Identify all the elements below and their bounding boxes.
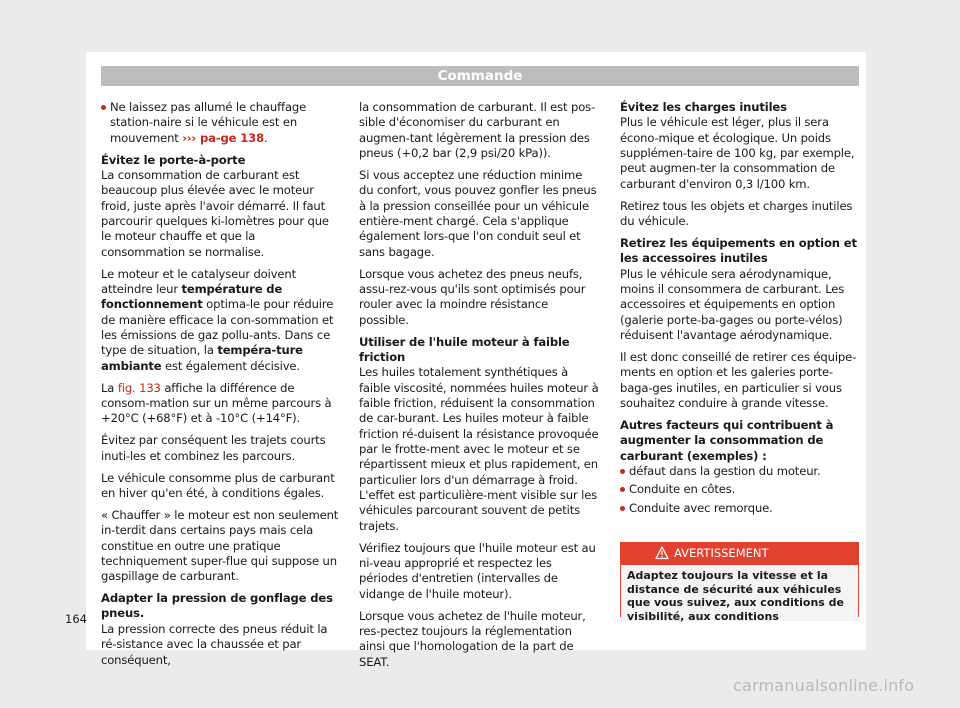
paragraph: Lorsque vous achetez de l'huile moteur, res-pectez toujours la réglementation ainsi que l'homologation de la part de SEAT. [359, 608, 586, 669]
section-heading: Adapter la pression de gonflage des pneus. [101, 591, 333, 621]
figure-link[interactable]: fig. 133 [117, 380, 161, 395]
section-heading: Retirez les équipements en option et les accessoires inutiles [620, 235, 857, 266]
list-item: Ne laissez pas allumé le chauffage station-naire si le véhicule est en mouvement ››› pa-ge 138. [101, 100, 339, 146]
page-number: 164 [65, 612, 87, 626]
paragraph: La consommation de carburant est beaucoup plus élevée avec le moteur froid, juste après l'avoir démarré. Il faut parcourir quelques ki-lomètres pour que le moteur chauffe et que la consommation se normalise. [101, 167, 329, 259]
section-heading: Autres facteurs qui contribuent à augmenter la consommation de carburant (exemples) : [620, 417, 834, 463]
section-heading: Évitez les charges inutiles [620, 100, 787, 114]
paragraph: Vérifiez toujours que l'huile moteur est au ni-veau approprié et respectez les périodes d'entretien (intervalles de vidange de l'huile moteur). [359, 540, 596, 601]
paragraph: « Chauffer » le moteur est non seulement in-terdit dans certains pays mais cela constitue en outre une pratique techniquement super-flue qui suppose un gaspillage de carburant. [101, 507, 339, 584]
paragraph: Il est donc conseillé de retirer ces équipe-ments en option et les galeries porte-baga-ges inutiles, en particulier si vous souhaitez conduire à grande vitesse. [620, 349, 857, 410]
column-3 [620, 100, 860, 523]
paragraph: Les huiles totalement synthétiques à faible viscosité, nommées huiles moteur à faible friction, réduisent la consommation de car-burant. Les huiles moteur à faible friction ré-duisent la résistance provoquée par le frotte-ment avec le moteur et se répartissent mieux et plus rapidement, en particulier lors d'un démarrage à froid. L'effet est particulière-ment visible sur les véhicules parcourant souvent de petits trajets. [359, 365, 599, 533]
paragraph: La fig. 133 affiche la différence de consom-mation sur un même parcours à +20°C (+68°F) et à -10°C (+14°F). [101, 380, 332, 426]
list-item: Conduite avec remorque. [620, 501, 860, 516]
paragraph: Le moteur et le catalyseur doivent atteindre leur température de fonctionnement optima-le pour réduire de manière efficace la con-sommation et les émissions de gaz pollu-ants. Dans ce type de situation, la tempéra-ture ambiante est également décisive. [101, 266, 334, 373]
paragraph: la consommation de carburant. Il est pos-sible d'économiser du carburant en augmen-tant légèrement la pression des pneus (+0,2 bar (2,9 psi/20 kPa)). [359, 100, 596, 161]
paragraph: Plus le véhicule est léger, plus il sera écono-mique et écologique. Un poids supplémen-taire de 100 kg, par exemple, peut augmen-ter la consommation de carburant d'environ 0,3 l/100 km. [620, 115, 855, 191]
paragraph: Lorsque vous achetez des pneus neufs, assu-rez-vous qu'ils sont optimisés pour rouler avec la moindre résistance possible. [359, 266, 586, 327]
column-2 [359, 100, 599, 677]
paragraph: Retirez tous les objets et charges inutiles du véhicule. [620, 198, 853, 228]
section-heading: Utiliser de l'huile moteur à faible friction [359, 334, 570, 364]
page-link[interactable]: ››› pa-ge 138 [182, 130, 265, 145]
paragraph: Si vous acceptez une réduction minime du confort, vous pouvez gonfler les pneus à la pression conseillée pour un véhicule entière-ment chargé. Cela s'applique également lors-que l'on conduit seul et sans bagage. [359, 167, 597, 259]
paragraph: Évitez par conséquent les trajets courts inuti-les et combinez les parcours. [101, 433, 326, 463]
list-item: Conduite en côtes. [620, 482, 860, 497]
warning-box [620, 542, 859, 623]
list-item: défaut dans la gestion du moteur. [620, 464, 860, 479]
paragraph: Le véhicule consomme plus de carburant en hiver qu'en été, à conditions égales. [101, 470, 335, 500]
warning-title: AVERTISSEMENT [674, 546, 769, 560]
warning-triangle-icon [655, 546, 669, 560]
paragraph: La pression correcte des pneus réduit la ré-sistance avec la chaussée et par conséquent, [101, 621, 328, 667]
section-heading: Évitez le porte-à-porte [101, 152, 246, 167]
warning-header [620, 542, 859, 565]
column-1 [101, 100, 339, 674]
page-header: Commande [101, 66, 859, 86]
paragraph: Plus le véhicule sera aérodynamique, moins il consommera de carburant. Les accessoires et équipements en option (galerie porte-ba-gages ou porte-vélos) réduisent l'avantage aérodynamique. [620, 266, 845, 342]
warning-text: Adaptez toujours la vitesse et la distance de sécurité aux véhicules que vous suivez, aux conditions de visibilité, aux conditions [621, 565, 858, 621]
watermark: carmanualsonline.info [733, 676, 915, 695]
